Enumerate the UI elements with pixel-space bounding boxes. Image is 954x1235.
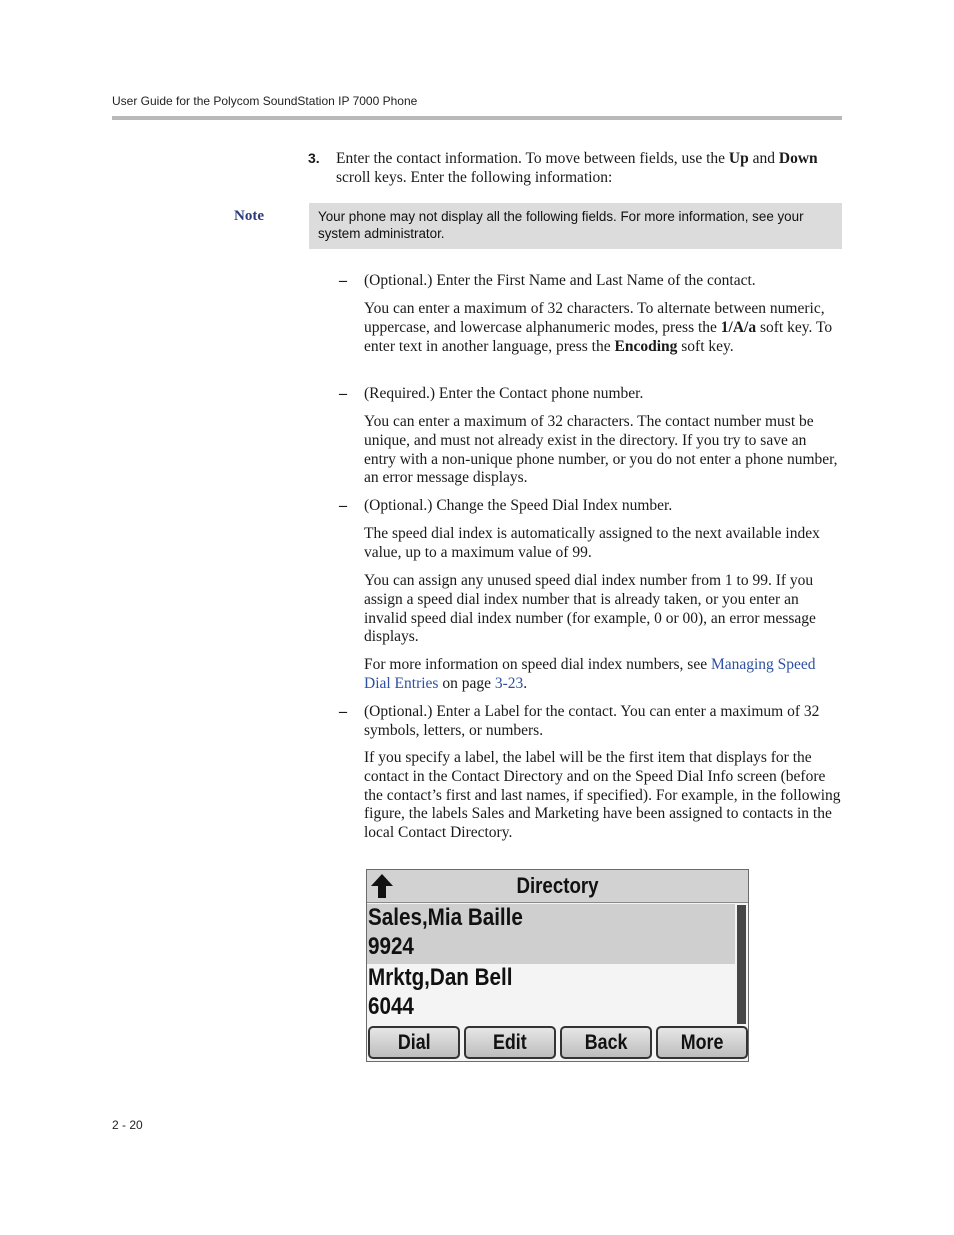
scrollbar[interactable] xyxy=(737,905,746,1024)
entry-number: 6044 xyxy=(368,993,414,1020)
step-text xyxy=(336,149,836,187)
paragraph-more-info xyxy=(364,656,842,694)
step-text-a: Enter the contact information. To move between fields, use the xyxy=(336,150,729,167)
bullet-dash: – xyxy=(339,272,347,289)
bullet-label: (Optional.) Enter a Label for the contact. You can enter a maximum of 32 symbols, letters, or numbers. xyxy=(364,703,820,739)
softkey-label: Dial xyxy=(397,1031,431,1054)
directory-entry-selected[interactable] xyxy=(367,904,735,964)
step-text-c: scroll keys. Enter the following information: xyxy=(336,169,613,186)
bullet-speed-dial-index: (Optional.) Change the Speed Dial Index number. xyxy=(364,497,673,514)
softkey-label: More xyxy=(680,1031,724,1054)
softkey-dial[interactable] xyxy=(368,1026,460,1059)
softkey-label: Back xyxy=(584,1031,628,1054)
link-page-3-23[interactable]: 3-23 xyxy=(494,674,524,692)
entry-name: Sales,Mia Baille xyxy=(368,904,523,931)
bullet-dash: – xyxy=(339,703,347,720)
note-label: Note xyxy=(234,208,264,224)
paragraph-speed-range: You can assign any unused speed dial index number from 1 to 99. If you assign a speed dial index number that is already taken, or you enter an invalid speed dial index number (for example, 0 or 00), an error message displays. xyxy=(364,572,816,646)
paragraph-number-limits: You can enter a maximum of 32 characters. The contact number must be unique, and must not already exist in the directory. If you try to save an entry with a non-unique phone number, or you do not enter a phone number, an error message displays. xyxy=(364,413,838,487)
up-arrow-icon[interactable] xyxy=(369,872,395,900)
softkey-ref-1aa: 1/A/a xyxy=(720,318,757,336)
softkey-more[interactable] xyxy=(656,1026,748,1059)
entry-name: Mrktg,Dan Bell xyxy=(368,964,513,991)
softkey-edit[interactable] xyxy=(464,1026,556,1059)
bullet-first-last-name: (Optional.) Enter the First Name and Last Name of the contact. xyxy=(364,272,756,289)
softkey-back[interactable] xyxy=(560,1026,652,1059)
running-header: User Guide for the Polycom SoundStation IP 7000 Phone xyxy=(112,94,418,108)
softkey-label: Edit xyxy=(493,1031,527,1054)
name-limits-c: soft key. xyxy=(677,337,734,355)
entry-number: 9924 xyxy=(368,933,414,960)
bullet-contact-number: (Required.) Enter the Contact phone number. xyxy=(364,385,644,402)
softkey-ref-encoding: Encoding xyxy=(614,337,678,355)
more-info-c: . xyxy=(523,674,528,692)
more-info-b: on page xyxy=(438,674,495,692)
link-managing-speed-dial-entries[interactable]: Managing Speed Dial Entries xyxy=(364,656,816,692)
paragraph-name-limits xyxy=(364,300,842,356)
paragraph-label-info: If you specify a label, the label will be the first item that displays for the contact in the Contact Directory and on the Speed Dial Info screen (before the contact’s first and last names, if specified). For example, in the following figure, the labels Sales and Marketing have been assigned to contacts in the local Contact Directory. xyxy=(364,749,841,842)
note-box: Your phone may not display all the following fields. For more information, see your system administrator. xyxy=(309,203,842,249)
paragraph-speed-auto: The speed dial index is automatically assigned to the next available index value, up to a maximum value of 99. xyxy=(364,525,820,561)
name-limits-b: soft key. To enter text in another language, press the xyxy=(364,318,833,355)
directory-entry[interactable] xyxy=(367,964,735,1024)
phone-title-bar xyxy=(367,870,748,903)
step-number: 3. xyxy=(308,150,320,166)
phone-screen-title: Directory xyxy=(516,873,599,898)
name-limits-a: You can enter a maximum of 32 characters. To alternate between numeric, uppercase, and lowercase alphanumeric modes, press the xyxy=(364,300,825,336)
step-text-b: and xyxy=(748,150,779,167)
bullet-dash: – xyxy=(339,385,347,402)
header-rule xyxy=(112,116,842,120)
more-info-a: For more information on speed dial index numbers, see xyxy=(364,656,711,673)
key-down: Down xyxy=(778,150,818,167)
page-number: 2 - 20 xyxy=(112,1118,143,1132)
key-up: Up xyxy=(728,150,749,167)
phone-directory-screen xyxy=(366,869,749,1062)
bullet-dash: – xyxy=(339,497,347,514)
